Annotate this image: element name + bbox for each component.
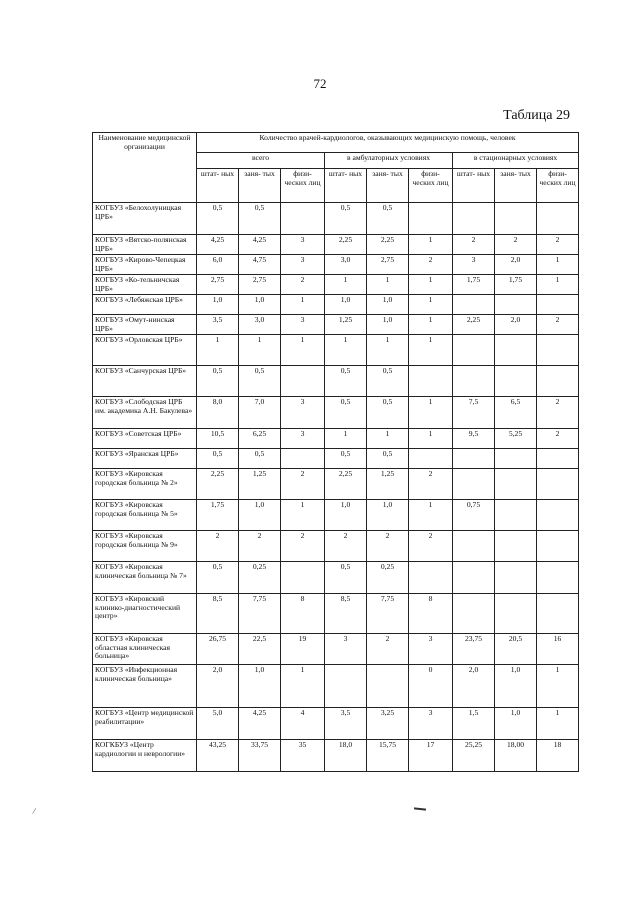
value-cell: 2 — [367, 531, 409, 562]
value-cell: 4 — [281, 708, 325, 740]
header-subcol: физи- ческих лиц — [281, 169, 325, 203]
value-cell — [495, 469, 537, 500]
page-number: 72 — [313, 76, 327, 91]
value-cell — [409, 562, 453, 594]
value-cell: 2,0 — [197, 665, 239, 708]
value-cell: 1 — [325, 335, 367, 366]
value-cell: 2 — [537, 235, 579, 255]
value-cell: 2,75 — [197, 275, 239, 295]
value-cell: 1 — [537, 255, 579, 275]
value-cell: 3,25 — [367, 708, 409, 740]
value-cell: 1 — [537, 665, 579, 708]
value-cell — [495, 366, 537, 397]
value-cell: 0,5 — [325, 397, 367, 429]
value-cell — [409, 449, 453, 469]
org-name-cell: КОГБУЗ «Орловская ЦРБ» — [93, 335, 197, 366]
value-cell: 0,5 — [367, 203, 409, 235]
value-cell: 1 — [409, 275, 453, 295]
value-cell: 3,5 — [197, 315, 239, 335]
header-subcol: заня- тых — [239, 169, 281, 203]
value-cell: 7,5 — [453, 397, 495, 429]
value-cell: 2,25 — [367, 235, 409, 255]
value-cell: 4,25 — [197, 235, 239, 255]
value-cell: 26,75 — [197, 634, 239, 665]
value-cell: 0,5 — [325, 203, 367, 235]
value-cell — [409, 203, 453, 235]
value-cell: 1 — [325, 429, 367, 449]
value-cell: 17 — [409, 740, 453, 772]
margin-mark: / — [31, 805, 37, 817]
value-cell — [281, 562, 325, 594]
value-cell: 3 — [409, 634, 453, 665]
header-subcol: штат- ных — [453, 169, 495, 203]
value-cell — [537, 500, 579, 531]
value-cell — [453, 531, 495, 562]
table-body — [93, 203, 579, 772]
value-cell: 4,25 — [239, 708, 281, 740]
value-cell — [453, 295, 495, 315]
value-cell — [453, 594, 495, 634]
value-cell — [537, 449, 579, 469]
value-cell: 1,75 — [453, 275, 495, 295]
value-cell: 10,5 — [197, 429, 239, 449]
value-cell: 6,25 — [239, 429, 281, 449]
value-cell: 16 — [537, 634, 579, 665]
value-cell: 1,25 — [239, 469, 281, 500]
value-cell — [537, 335, 579, 366]
value-cell: 0,5 — [325, 366, 367, 397]
value-cell: 8,5 — [325, 594, 367, 634]
value-cell — [537, 366, 579, 397]
value-cell: 1 — [325, 275, 367, 295]
header-subcol: физи- ческих лиц — [537, 169, 579, 203]
table-row — [93, 562, 579, 594]
table-row — [93, 469, 579, 500]
value-cell: 1 — [281, 665, 325, 708]
value-cell: 3 — [453, 255, 495, 275]
value-cell: 1,0 — [239, 500, 281, 531]
value-cell: 3 — [281, 397, 325, 429]
value-cell: 2 — [367, 634, 409, 665]
value-cell — [537, 469, 579, 500]
value-cell: 15,75 — [367, 740, 409, 772]
value-cell: 35 — [281, 740, 325, 772]
value-cell — [495, 449, 537, 469]
header-group: Количество врачей-кардиологов, оказывающих медицинскую помощь, человек — [197, 133, 579, 153]
value-cell — [495, 594, 537, 634]
value-cell: 6,0 — [197, 255, 239, 275]
value-cell — [495, 335, 537, 366]
value-cell — [495, 295, 537, 315]
value-cell: 3 — [281, 429, 325, 449]
value-cell: 8 — [409, 594, 453, 634]
org-name-cell: КОГБУЗ «Белохолуницкая ЦРБ» — [93, 203, 197, 235]
data-table — [92, 132, 579, 772]
value-cell: 2,75 — [239, 275, 281, 295]
value-cell — [495, 562, 537, 594]
value-cell: 1,0 — [239, 665, 281, 708]
org-name-cell: КОГБУЗ «Омут-нинская ЦРБ» — [93, 315, 197, 335]
org-name-cell: КОГБУЗ «Кировская городская больница № 5» — [93, 500, 197, 531]
value-cell: 2 — [281, 531, 325, 562]
value-cell: 20,5 — [495, 634, 537, 665]
table-row — [93, 665, 579, 708]
value-cell: 23,75 — [453, 634, 495, 665]
value-cell: 2 — [537, 429, 579, 449]
value-cell: 2,0 — [453, 665, 495, 708]
value-cell: 0,5 — [197, 562, 239, 594]
org-name-cell: КОГКБУЗ «Центр кардиологии и неврологии» — [93, 740, 197, 772]
value-cell: 2 — [281, 469, 325, 500]
value-cell: 3 — [281, 235, 325, 255]
value-cell: 1 — [367, 335, 409, 366]
value-cell: 1 — [537, 708, 579, 740]
table-row — [93, 531, 579, 562]
value-cell: 7,0 — [239, 397, 281, 429]
value-cell: 6,5 — [495, 397, 537, 429]
table-row — [93, 366, 579, 397]
value-cell: 33,75 — [239, 740, 281, 772]
value-cell: 2,25 — [325, 469, 367, 500]
value-cell: 1 — [281, 335, 325, 366]
value-cell: 0,5 — [197, 366, 239, 397]
value-cell — [495, 203, 537, 235]
value-cell: 0,5 — [367, 397, 409, 429]
value-cell — [495, 500, 537, 531]
header-subcol: заня- тых — [495, 169, 537, 203]
org-name-cell: КОГБУЗ «Кировская городская больница № 2» — [93, 469, 197, 500]
value-cell: 2,25 — [453, 315, 495, 335]
value-cell — [453, 469, 495, 500]
value-cell: 3,0 — [325, 255, 367, 275]
org-name-cell: КОГБУЗ «Вятско-полянская ЦРБ» — [93, 235, 197, 255]
value-cell: 1 — [239, 335, 281, 366]
org-name-cell: КОГБУЗ «Кировская клиническая больница № 7» — [93, 562, 197, 594]
table-row — [93, 315, 579, 335]
org-name-cell: КОГБУЗ «Инфекционная клиническая больница» — [93, 665, 197, 708]
header-section-total: всего — [197, 153, 325, 169]
value-cell: 25,25 — [453, 740, 495, 772]
value-cell: 18,00 — [495, 740, 537, 772]
value-cell — [281, 449, 325, 469]
org-name-cell: КОГБУЗ «Кировский клинико-диагностический центр» — [93, 594, 197, 634]
org-name-cell: КОГБУЗ «Слободская ЦРБ им. академика А.Н. Бакулева» — [93, 397, 197, 429]
table-row — [93, 634, 579, 665]
table-row — [93, 335, 579, 366]
value-cell: 1 — [367, 429, 409, 449]
value-cell: 1 — [409, 500, 453, 531]
value-cell — [453, 449, 495, 469]
value-cell: 8 — [281, 594, 325, 634]
value-cell: 0,75 — [453, 500, 495, 531]
header-section-inpatient: в стационарных условиях — [453, 153, 579, 169]
value-cell: 1,25 — [367, 469, 409, 500]
value-cell: 3 — [281, 315, 325, 335]
table-row — [93, 275, 579, 295]
value-cell — [537, 295, 579, 315]
value-cell — [453, 366, 495, 397]
value-cell: 1,0 — [367, 295, 409, 315]
value-cell: 2 — [281, 275, 325, 295]
value-cell: 0,25 — [239, 562, 281, 594]
value-cell — [537, 594, 579, 634]
value-cell: 1 — [409, 397, 453, 429]
value-cell: 4,25 — [239, 235, 281, 255]
value-cell: 0 — [409, 665, 453, 708]
value-cell: 1,25 — [325, 315, 367, 335]
value-cell: 3 — [409, 708, 453, 740]
value-cell — [409, 366, 453, 397]
value-cell — [453, 203, 495, 235]
table-row — [93, 397, 579, 429]
value-cell — [537, 562, 579, 594]
header-subcol: физи- ческих лиц — [409, 169, 453, 203]
value-cell: 2 — [409, 255, 453, 275]
value-cell: 3 — [281, 255, 325, 275]
table-row — [93, 203, 579, 235]
value-cell: 2,75 — [367, 255, 409, 275]
value-cell: 1,0 — [325, 295, 367, 315]
value-cell — [281, 203, 325, 235]
value-cell: 1,75 — [197, 500, 239, 531]
org-name-cell: КОГБУЗ «Советская ЦРБ» — [93, 429, 197, 449]
value-cell — [495, 531, 537, 562]
header-subcol: штат- ных — [197, 169, 239, 203]
value-cell — [281, 366, 325, 397]
value-cell: 0,25 — [367, 562, 409, 594]
table-row — [93, 429, 579, 449]
value-cell: 1 — [409, 335, 453, 366]
value-cell: 0,5 — [239, 366, 281, 397]
value-cell: 19 — [281, 634, 325, 665]
org-name-cell: КОГБУЗ «Центр медицинской реабилитации» — [93, 708, 197, 740]
margin-dash — [414, 807, 426, 810]
value-cell: 2,0 — [495, 255, 537, 275]
value-cell: 8,0 — [197, 397, 239, 429]
value-cell: 1,75 — [495, 275, 537, 295]
table-row — [93, 500, 579, 531]
table-row — [93, 255, 579, 275]
value-cell: 2,0 — [495, 315, 537, 335]
value-cell: 0,5 — [325, 449, 367, 469]
value-cell: 1 — [367, 275, 409, 295]
value-cell: 2 — [325, 531, 367, 562]
value-cell: 22,5 — [239, 634, 281, 665]
value-cell: 3,5 — [325, 708, 367, 740]
org-name-cell: КОГБУЗ «Кировская городская больница № 9» — [93, 531, 197, 562]
header-subcol: штат- ных — [325, 169, 367, 203]
table-row — [93, 708, 579, 740]
value-cell: 2 — [537, 397, 579, 429]
value-cell: 5,0 — [197, 708, 239, 740]
value-cell: 1,0 — [239, 295, 281, 315]
value-cell: 1 — [537, 275, 579, 295]
value-cell: 9,5 — [453, 429, 495, 449]
table-row — [93, 594, 579, 634]
header-org: Наименование медицинской организации — [93, 133, 197, 203]
value-cell: 0,5 — [325, 562, 367, 594]
org-name-cell: КОГБУЗ «Ко-тельничская ЦРБ» — [93, 275, 197, 295]
value-cell: 3,0 — [239, 315, 281, 335]
value-cell: 18 — [537, 740, 579, 772]
value-cell: 1 — [281, 500, 325, 531]
value-cell: 1,0 — [367, 315, 409, 335]
value-cell: 18,0 — [325, 740, 367, 772]
value-cell: 0,5 — [197, 203, 239, 235]
header-subcol: заня- тых — [367, 169, 409, 203]
org-name-cell: КОГБУЗ «Санчурская ЦРБ» — [93, 366, 197, 397]
value-cell — [453, 335, 495, 366]
table-row — [93, 740, 579, 772]
org-name-cell: КОГБУЗ «Кирово-Чепецкая ЦРБ» — [93, 255, 197, 275]
value-cell: 7,75 — [367, 594, 409, 634]
table-row — [93, 449, 579, 469]
value-cell: 1,0 — [367, 500, 409, 531]
value-cell: 2 — [409, 531, 453, 562]
value-cell: 43,25 — [197, 740, 239, 772]
table-row — [93, 235, 579, 255]
org-name-cell: КОГБУЗ «Кировская областная клиническая больница» — [93, 634, 197, 665]
header-section-outpatient: в амбулаторных условиях — [325, 153, 453, 169]
value-cell: 1 — [409, 235, 453, 255]
value-cell: 1 — [197, 335, 239, 366]
value-cell: 0,5 — [239, 203, 281, 235]
value-cell: 0,5 — [367, 449, 409, 469]
value-cell: 1 — [409, 429, 453, 449]
value-cell — [367, 665, 409, 708]
value-cell: 1,0 — [325, 500, 367, 531]
value-cell: 2,25 — [325, 235, 367, 255]
value-cell: 7,75 — [239, 594, 281, 634]
value-cell: 2,25 — [197, 469, 239, 500]
value-cell: 2 — [197, 531, 239, 562]
value-cell: 1 — [409, 315, 453, 335]
value-cell: 1 — [409, 295, 453, 315]
value-cell — [537, 531, 579, 562]
value-cell: 2 — [239, 531, 281, 562]
value-cell: 4,75 — [239, 255, 281, 275]
value-cell: 1,0 — [197, 295, 239, 315]
value-cell: 2 — [537, 315, 579, 335]
table-row — [93, 295, 579, 315]
value-cell: 0,5 — [197, 449, 239, 469]
value-cell: 8,5 — [197, 594, 239, 634]
org-name-cell: КОГБУЗ «Лебяжская ЦРБ» — [93, 295, 197, 315]
value-cell: 0,5 — [367, 366, 409, 397]
value-cell — [453, 562, 495, 594]
value-cell: 0,5 — [239, 449, 281, 469]
value-cell: 1 — [281, 295, 325, 315]
value-cell: 1,0 — [495, 665, 537, 708]
org-name-cell: КОГБУЗ «Яранская ЦРБ» — [93, 449, 197, 469]
value-cell: 5,25 — [495, 429, 537, 449]
value-cell: 1,5 — [453, 708, 495, 740]
value-cell: 2 — [495, 235, 537, 255]
value-cell — [325, 665, 367, 708]
value-cell: 3 — [325, 634, 367, 665]
value-cell: 2 — [453, 235, 495, 255]
value-cell: 2 — [409, 469, 453, 500]
table-caption: Таблица 29 — [503, 108, 570, 123]
value-cell — [537, 203, 579, 235]
value-cell: 1,0 — [495, 708, 537, 740]
